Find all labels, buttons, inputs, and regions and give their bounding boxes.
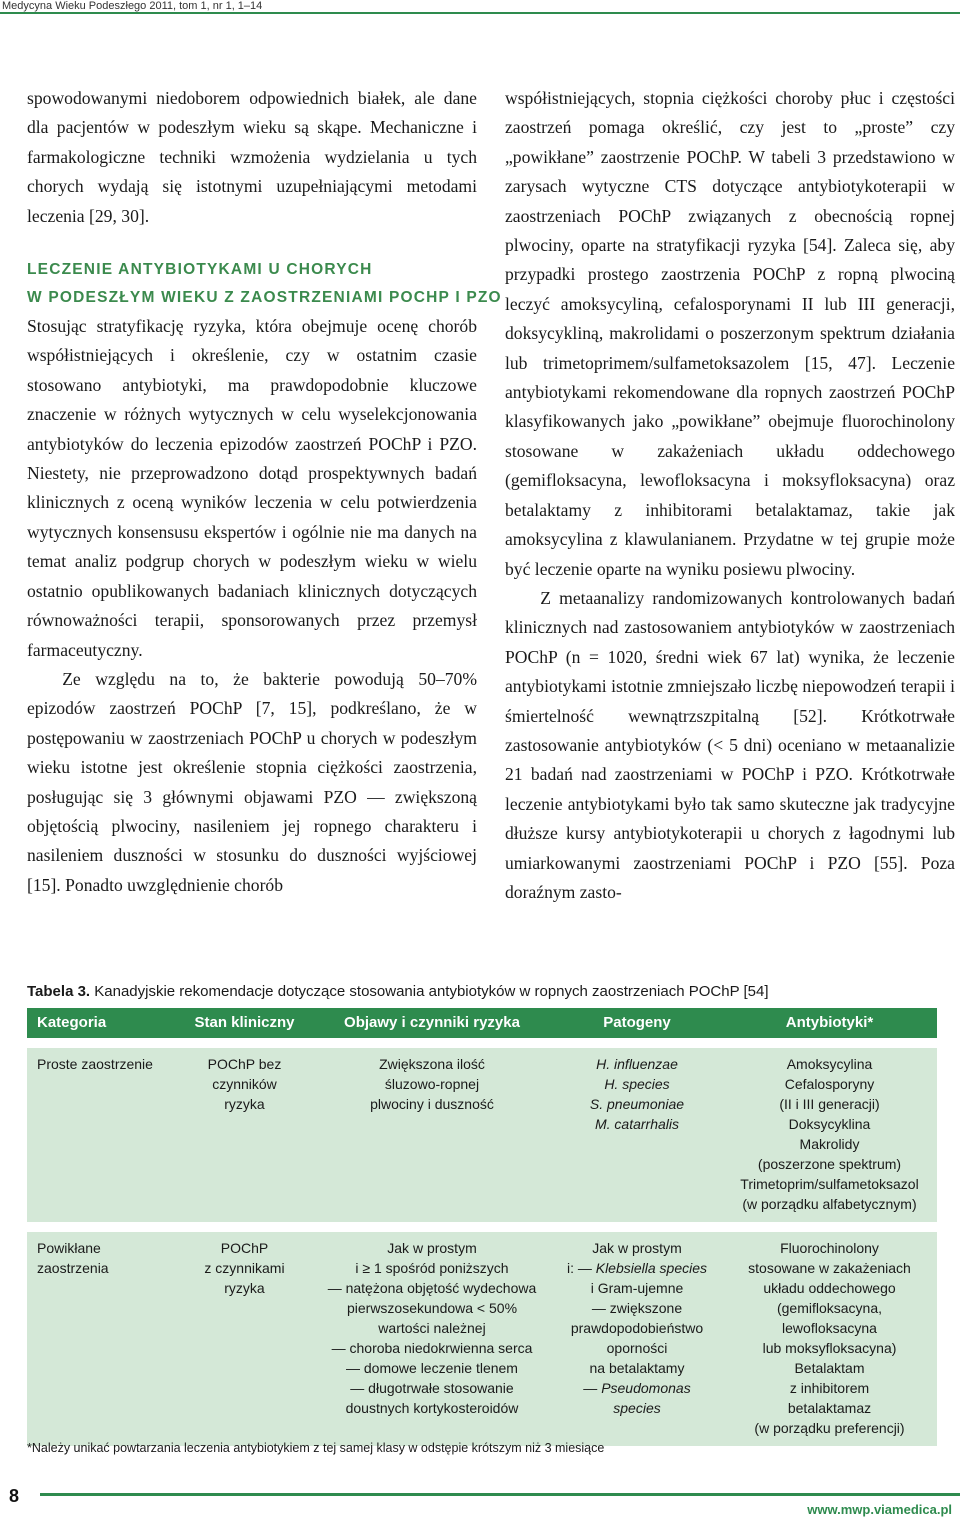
cell-line: betalaktamaz [787, 1400, 872, 1416]
cell-line: (poszerzone spektrum) [757, 1156, 902, 1172]
cell-line: czynników [212, 1076, 277, 1092]
cell-line: Cefalosporyny [784, 1076, 875, 1092]
cell-antibiotics [722, 1054, 937, 1214]
cell-text-italic: Pseudomonas [601, 1380, 691, 1396]
cell-line: Betalaktam [794, 1360, 865, 1376]
table [27, 1008, 937, 1446]
header-antibiotics: Antybiotyki* [785, 1014, 874, 1031]
section-heading [27, 256, 502, 312]
header-category: Kategoria [37, 1014, 107, 1031]
right-column [505, 84, 955, 907]
cell-line [552, 1258, 722, 1278]
cell-line: M. catarrhalis [594, 1116, 680, 1132]
cell-line: POChP bez [207, 1056, 282, 1072]
cell-line: Doksycyklina [788, 1116, 871, 1132]
header-pathogens: Patogeny [603, 1014, 671, 1031]
cell-clinical-state [177, 1238, 312, 1438]
cell-line: na betalaktamy [589, 1360, 685, 1376]
table-header-row [27, 1008, 937, 1038]
right-paragraph-2: Z metaanalizy randomizowanych kontrolowanych badań klinicznych nad zastosowaniem antybiotyków w zaostrzeniach POChP (n = 1020, średni wiek 67 lat) wynika, że leczenie antybiotykami istotnie zmniejszało liczbę niepowodzeń terapii i śmiertelność wewnątrzszpitalną [52]. Krótkotrwałe zastosowanie antybiotyków (< 5 dni) oceniano w metaanalizie 21 badań nad zaostrzeniami w POChP i PZO. Krótkotrwałe leczenie antybiotykami było tak samo skuteczne jak tradycyjne dłuższe kursy antybiotykoterapii u chorych z łagodnymi lub umiarkowanymi zaostrzeniami POChP i PZO [55]. Poza doraźnym zasto- [505, 587, 955, 902]
running-head: Medycyna Wieku Podeszłego 2011, tom 1, nr 1, 1–14 [2, 0, 263, 12]
cell-line: Jak w prostym [592, 1240, 682, 1256]
table-caption [27, 982, 937, 1002]
cell-line: (w porządku alfabetycznym) [742, 1196, 917, 1212]
cell-line: lewofloksacyna [782, 1320, 877, 1336]
cell-line: Powikłane [37, 1240, 101, 1256]
cell-symptoms [312, 1238, 552, 1438]
cell-line: H. influenzae [596, 1056, 678, 1072]
cell-line: wartości należnej [378, 1320, 486, 1336]
cell-line [552, 1378, 722, 1398]
cell-clinical-state [177, 1054, 312, 1214]
cell-line: H. species [604, 1076, 670, 1092]
cell-line: Makrolidy [799, 1136, 860, 1152]
page-number: 8 [8, 1486, 19, 1506]
left-paragraph-2: Stosując stratyfikację ryzyka, która obejmuje ocenę chorób współistniejących i określenie, czy w ostatnim czasie stosowano antybiotyki, ma prawdopodobnie kluczowe znaczenie w różnych wytycznych w celu wyselekcjonowania antybiotyków do leczenia epizodów zaostrzeń POChP i PZO. Niestety, nie przeprowadzono dotąd prospektywnych badań klinicznych z oceną wyników leczenia w celu potwierdzenia wytycznych konsensusu ekspertów i ogólnie nie ma danych na temat analiz podgrup chorych w podeszłym wieku w wielu ostatnio opublikowanych badaniach klinicznych dotyczących równoważności terapii, sponsorowanych przez przemysł farmaceutyczny. [27, 316, 477, 660]
cell-line: pierwszosekundowa < 50% [346, 1300, 518, 1316]
left-column [27, 84, 502, 900]
section-heading-line-1: LECZENIE ANTYBIOTYKAMI U CHORYCH [27, 261, 373, 279]
bottom-rule [40, 1493, 960, 1496]
table-footnote: *Należy unikać powtarzania leczenia antybiotykiem z tej samej klasy w odstępie krótszym niż 3 miesiące [27, 1441, 605, 1455]
cell-line: (gemifloksacyna, [776, 1300, 883, 1316]
section-heading-line-2: W PODESZŁYM WIEKU Z ZAOSTRZENIAMI POCHP I PZO [27, 289, 502, 307]
cell-text: — [583, 1380, 602, 1396]
table-caption-label: Tabela 3. [27, 983, 91, 1000]
cell-line: (II i III generacji) [779, 1096, 880, 1112]
cell-antibiotics [722, 1238, 937, 1438]
cell-line: i Gram-ujemne [590, 1280, 684, 1296]
cell-line: Fluorochinolony [780, 1240, 879, 1256]
right-paragraph-1: współistniejących, stopnia ciężkości choroby płuc i częstości zaostrzeń pomaga określić, czy jest to „proste” czy „powikłane” zaostrzenie POChP. W tabeli 3 przedstawiono w zarysach wytyczne CTS dotyczące antybiotykoterapii w zaostrzeniach POChP związanych z obecnością ropnej plwociny, oparte na stratyfikacji ryzyka [54]. Zaleca się, aby przypadki prostego zaostrzenia POChP z ropną plwociną leczyć amoksycyliną, cefalosporynami II lub III generacji, doksycykliną, makrolidami o poszerzonym spektrum działania lub trimetoprimem/sulfametoksazolem [15, 47]. Leczenie antybiotykami rekomendowane dla ropnych zaostrzeń POChP klasyfikowanych jako „powikłane” obejmuje fluorochinolony stosowane w zakażeniach układu oddechowego (gemifloksacyna, lewofloksacyna i moksyfloksacyna) oraz betalaktamy z inhibitorami betalaktamaz, takie jak amoksycylina z klawulanianem. Przydatne w tej grupie może być leczenie oparte na wyniku posiewu plwociny. [505, 88, 955, 579]
cell-category [27, 1238, 177, 1438]
cell-line: — choroba niedokrwienna serca [331, 1340, 533, 1356]
cell-text-italic: Klebsiella species [595, 1260, 708, 1276]
cell-pathogens [552, 1238, 722, 1438]
cell-line: — długotrwałe stosowanie [350, 1380, 514, 1396]
cell-line: stosowane w zakażeniach [748, 1260, 911, 1276]
cell-line: S. pneumoniae [589, 1096, 685, 1112]
cell-line: Zwiększona ilość [379, 1056, 485, 1072]
cell-line: ryzyka [224, 1096, 265, 1112]
cell-line: prawdopodobieństwo [570, 1320, 704, 1336]
cell-symptoms [312, 1054, 552, 1214]
cell-text: i: — [566, 1260, 596, 1276]
cell-line: Proste zaostrzenie [37, 1056, 153, 1072]
left-paragraph-3: Ze względu na to, że bakterie powodują 50–70% epizodów zaostrzeń POChP [7, 15], podkreślano, że w postępowaniu w zaostrzeniach POChP u chorych w podeszłym wieku istotne jest określenie stopnia ciężkości zaostrzenia, posługując się 3 głównymi objawami PZO — zwiększoną objętością plwociny, nasileniem jej ropnego charakteru i nasileniem duszności w stosunku do duszności wyjściowej [15]. Ponadto uwzględnienie chorób [27, 668, 477, 895]
cell-line: i ≥ 1 spośród poniższych [355, 1260, 509, 1276]
cell-line: lub moksyfloksacyna) [762, 1340, 897, 1356]
cell-line: POChP [220, 1240, 269, 1256]
cell-line: zaostrzenia [37, 1260, 109, 1276]
cell-line: species [613, 1400, 661, 1416]
cell-line: ryzyka [224, 1280, 265, 1296]
table-row [27, 1048, 937, 1222]
table-row [27, 1232, 937, 1446]
cell-line: z czynnikami [204, 1260, 285, 1276]
cell-line: Amoksycylina [786, 1056, 873, 1072]
cell-line: — natężona objętość wydechowa [327, 1280, 537, 1296]
website-url: www.mwp.viamedica.pl [807, 1502, 952, 1517]
cell-line: — domowe leczenie tlenem [346, 1360, 518, 1376]
cell-line: śluzowo-ropnej [384, 1076, 480, 1092]
cell-line: doustnych kortykosteroidów [345, 1400, 519, 1416]
cell-line: (w porządku preferencji) [754, 1420, 905, 1436]
cell-line: plwociny i duszność [370, 1096, 494, 1112]
left-paragraph-1: spowodowanymi niedoborem odpowiednich białek, ale dane dla pacjentów w podeszłym wieku są skąpe. Mechaniczne i farmakologiczne techniki wzmożenia wydzielania u tych chorych wydają się istotnymi uzupełniającymi metodami leczenia [29, 30]. [27, 88, 477, 226]
cell-line: Jak w prostym [387, 1240, 477, 1256]
cell-line: układu oddechowego [763, 1280, 896, 1296]
cell-line: Trimetoprim/sulfametoksazol [740, 1176, 919, 1192]
cell-pathogens [552, 1054, 722, 1214]
cell-line: — zwiększone [591, 1300, 683, 1316]
cell-line: z inhibitorem [789, 1380, 870, 1396]
header-clinical-state: Stan kliniczny [194, 1014, 295, 1031]
cell-line: oporności [606, 1340, 668, 1356]
cell-category [27, 1054, 177, 1214]
table-caption-text: Kanadyjskie rekomendacje dotyczące stosowania antybiotyków w ropnych zaostrzeniach POChP [54] [90, 983, 769, 1000]
header-symptoms: Objawy i czynniki ryzyka [344, 1014, 520, 1031]
